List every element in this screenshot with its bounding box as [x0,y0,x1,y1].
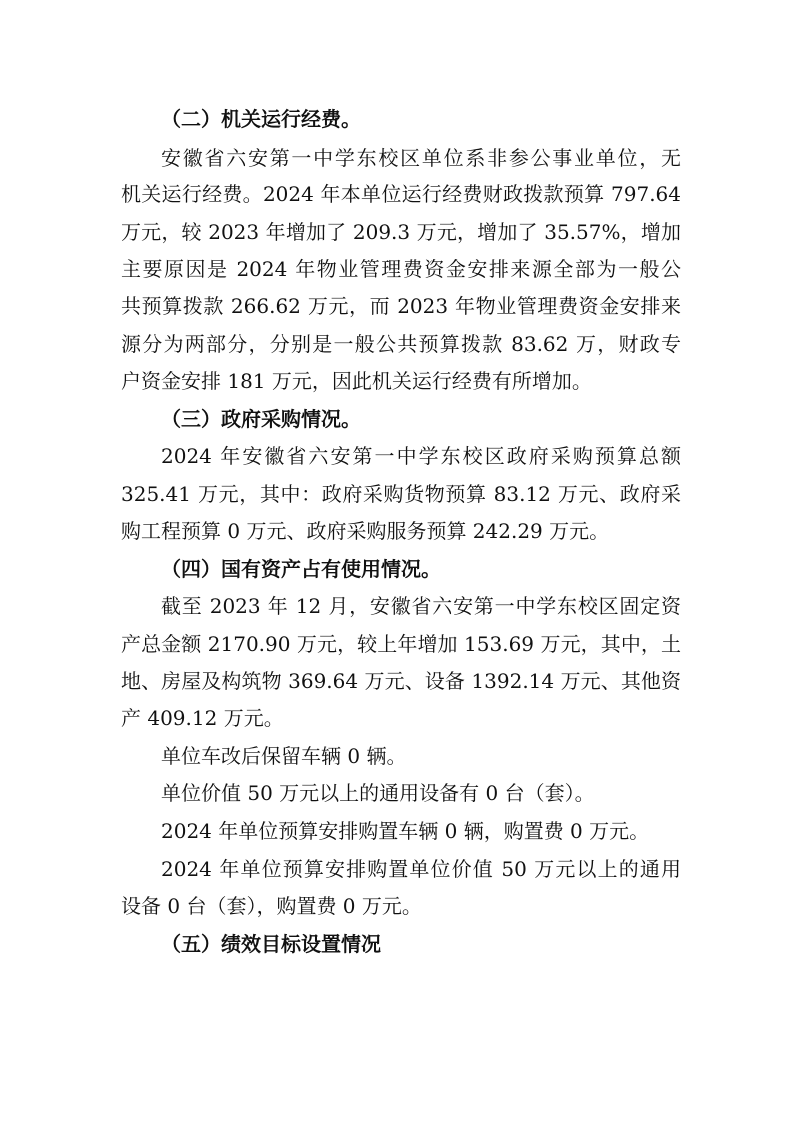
paragraph-line: 户资金安排 181 万元，因此机关运行经费有所增加。 [121,369,592,393]
paragraph-line: 购工程预算 0 万元、政府采购服务预算 242.29 万元。 [121,519,610,543]
paragraph-line: 2024 年安徽省六安第一中学东校区政府采购预算总额 [161,444,681,468]
section-heading-performance-targets: （五）绩效目标设置情况 [161,932,381,956]
paragraph-line: 共预算拨款 266.62 万元，而 2023 年物业管理费资金安排来 [121,294,681,318]
section-heading-state-assets: （四）国有资产占有使用情况。 [161,557,441,581]
paragraph-line: 设备 0 台（套），购置费 0 万元。 [121,894,422,918]
paragraph-line: 万元，较 2023 年增加了 209.3 万元，增加了 35.57%，增加 [121,220,681,244]
paragraph-line: 地、房屋及构筑物 369.64 万元、设备 1392.14 万元、其他资 [121,669,681,693]
paragraph-line: 单位价值 50 万元以上的通用设备有 0 台（套）。 [161,781,595,805]
paragraph-line: 325.41 万元，其中：政府采购货物预算 83.12 万元、政府采 [121,482,681,506]
paragraph-line: 机关运行经费。2024 年本单位运行经费财政拨款预算 797.64 [121,182,681,206]
paragraph-line: 产 409.12 万元。 [121,706,284,730]
section-heading-operating-expenses: （二）机关运行经费。 [161,107,361,131]
paragraph-line: 产总金额 2170.90 万元，较上年增加 153.69 万元，其中，土 [121,632,681,656]
paragraph-line: 安徽省六安第一中学东校区单位系非参公事业单位，无 [161,146,681,170]
section-heading-government-procurement: （三）政府采购情况。 [161,407,361,431]
paragraph-line: 主要原因是 2024 年物业管理费资金安排来源全部为一般公 [121,257,681,281]
paragraph-line: 2024 年单位预算安排购置车辆 0 辆，购置费 0 万元。 [161,819,650,843]
paragraph-line: 2024 年单位预算安排购置单位价值 50 万元以上的通用 [161,857,681,881]
paragraph-line: 源分为两部分，分别是一般公共预算拨款 83.62 万，财政专 [121,332,681,356]
paragraph-line: 单位车改后保留车辆 0 辆。 [161,744,407,768]
paragraph-line: 截至 2023 年 12 月，安徽省六安第一中学东校区固定资 [161,594,681,618]
